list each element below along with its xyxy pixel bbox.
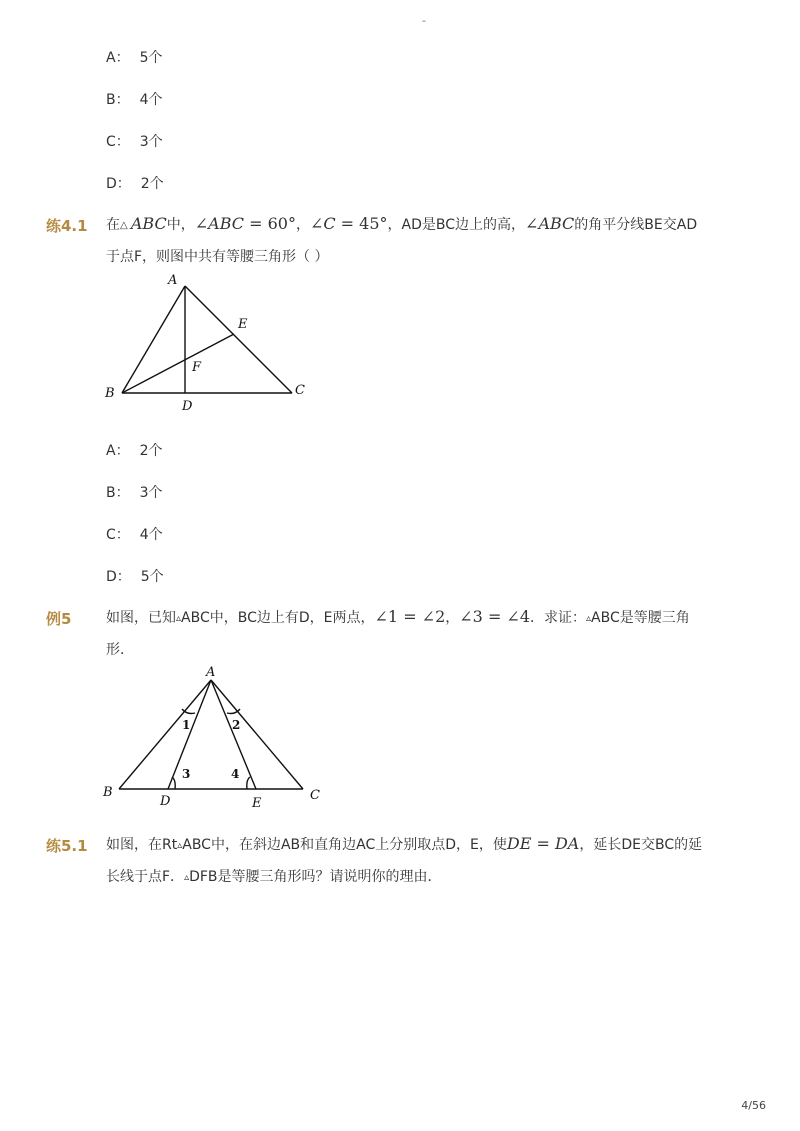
math-abc: ABC: [208, 214, 244, 233]
question-label-5-1: 练5.1: [46, 837, 88, 855]
math-eq: = 60°: [244, 214, 296, 233]
text: ．求证：: [530, 610, 587, 626]
option-letter: C：: [106, 134, 130, 150]
question-5-1-line-1: [106, 834, 702, 856]
label-c: C: [310, 788, 320, 803]
option-letter: C：: [106, 527, 130, 543]
label-c: C: [295, 383, 305, 398]
label-f: F: [192, 360, 202, 375]
page-number: 4/56: [741, 1099, 766, 1112]
option-letter: D：: [106, 176, 131, 192]
text: ，延长DE交BC的延: [579, 837, 703, 853]
example-label-5: 例5: [46, 610, 72, 628]
math-eq: ∠3 = ∠4: [459, 607, 531, 626]
option-b: [106, 482, 163, 502]
label-d: D: [160, 794, 171, 809]
text: 如图，已知: [106, 610, 176, 626]
label-angle-2: 2: [232, 718, 241, 732]
label-angle-1: 1: [182, 718, 191, 732]
figure-example-5: [100, 660, 340, 815]
angle-arc-4: [247, 777, 250, 789]
label-e: E: [238, 317, 248, 332]
text: 如图，在Rt: [106, 837, 178, 853]
math-abc: ABC: [130, 214, 167, 233]
label-b: B: [103, 785, 113, 800]
triangle-symbol: ▵: [586, 613, 592, 624]
option-c: [106, 524, 163, 544]
label-e: E: [252, 796, 262, 811]
question-4-1-line-2: 于点F，则图中共有等腰三角形（ ）: [106, 249, 329, 265]
option-letter: B：: [106, 485, 130, 501]
angle-symbol: ∠: [525, 214, 539, 233]
triangle-symbol: ▵: [176, 613, 182, 624]
triangle-symbol: △: [120, 220, 131, 231]
question-label-4-1: 练4.1: [46, 217, 88, 235]
segment-ac: [211, 680, 303, 789]
text: ABC中，BC边上有D，E两点，: [181, 610, 375, 626]
option-letter: A：: [106, 50, 130, 66]
text: 在: [106, 217, 120, 233]
option-a: [106, 47, 163, 67]
option-d: [106, 566, 164, 586]
math-c: C: [323, 214, 336, 233]
example-5-line-2: 形．: [106, 642, 134, 658]
option-b: [106, 89, 163, 109]
option-text: 2个: [140, 176, 164, 192]
text: ABC中，在斜边AB和直角边AC上分别取点D，E，使: [182, 837, 507, 853]
label-a: A: [168, 273, 178, 288]
header-mark: -: [422, 14, 426, 27]
option-letter: B：: [106, 92, 130, 108]
triangle-symbol: ▵: [177, 840, 183, 851]
text: ，AD是BC边上的高，: [387, 217, 526, 233]
option-d: [106, 173, 164, 193]
option-text: 5个: [139, 50, 163, 66]
text: ，: [445, 610, 460, 626]
option-letter: A：: [106, 443, 130, 459]
option-text: 4个: [139, 92, 163, 108]
question-4-1-line-1: [106, 214, 697, 236]
label-b: B: [105, 386, 115, 401]
text: ，: [295, 217, 310, 233]
option-text: 3个: [139, 485, 163, 501]
label-a: A: [206, 665, 216, 680]
option-a: [106, 440, 163, 460]
triangle-symbol: ▵: [184, 872, 190, 883]
question-5-1-line-2: [106, 867, 442, 888]
figure-4-1: [100, 270, 340, 420]
example-5-line-1: [106, 607, 690, 629]
label-d: D: [182, 399, 193, 414]
option-letter: D：: [106, 569, 131, 585]
angle-symbol: ∠: [309, 214, 324, 233]
text: DFB是等腰三角形吗？请说明你的理由．: [189, 869, 442, 885]
option-c: [106, 131, 163, 151]
text: 长线于点F．: [106, 869, 185, 885]
math-eq: ∠1 = ∠2: [374, 607, 446, 626]
label-angle-4: 4: [231, 767, 240, 781]
angle-symbol: ∠: [194, 214, 209, 233]
text: 的角平分线BE交AD: [574, 217, 698, 233]
option-text: 5个: [140, 569, 164, 585]
option-text: 3个: [139, 134, 163, 150]
text: 中，: [166, 217, 195, 233]
text: ABC是等腰三角: [591, 610, 690, 626]
math-abc: ABC: [538, 214, 575, 233]
math-de-da: DE = DA: [506, 834, 580, 853]
option-text: 2个: [139, 443, 163, 459]
label-angle-3: 3: [182, 767, 191, 781]
math-eq: = 45°: [335, 214, 388, 233]
segment-ab: [119, 680, 211, 789]
option-text: 4个: [139, 527, 163, 543]
segment-ac: [185, 286, 292, 393]
